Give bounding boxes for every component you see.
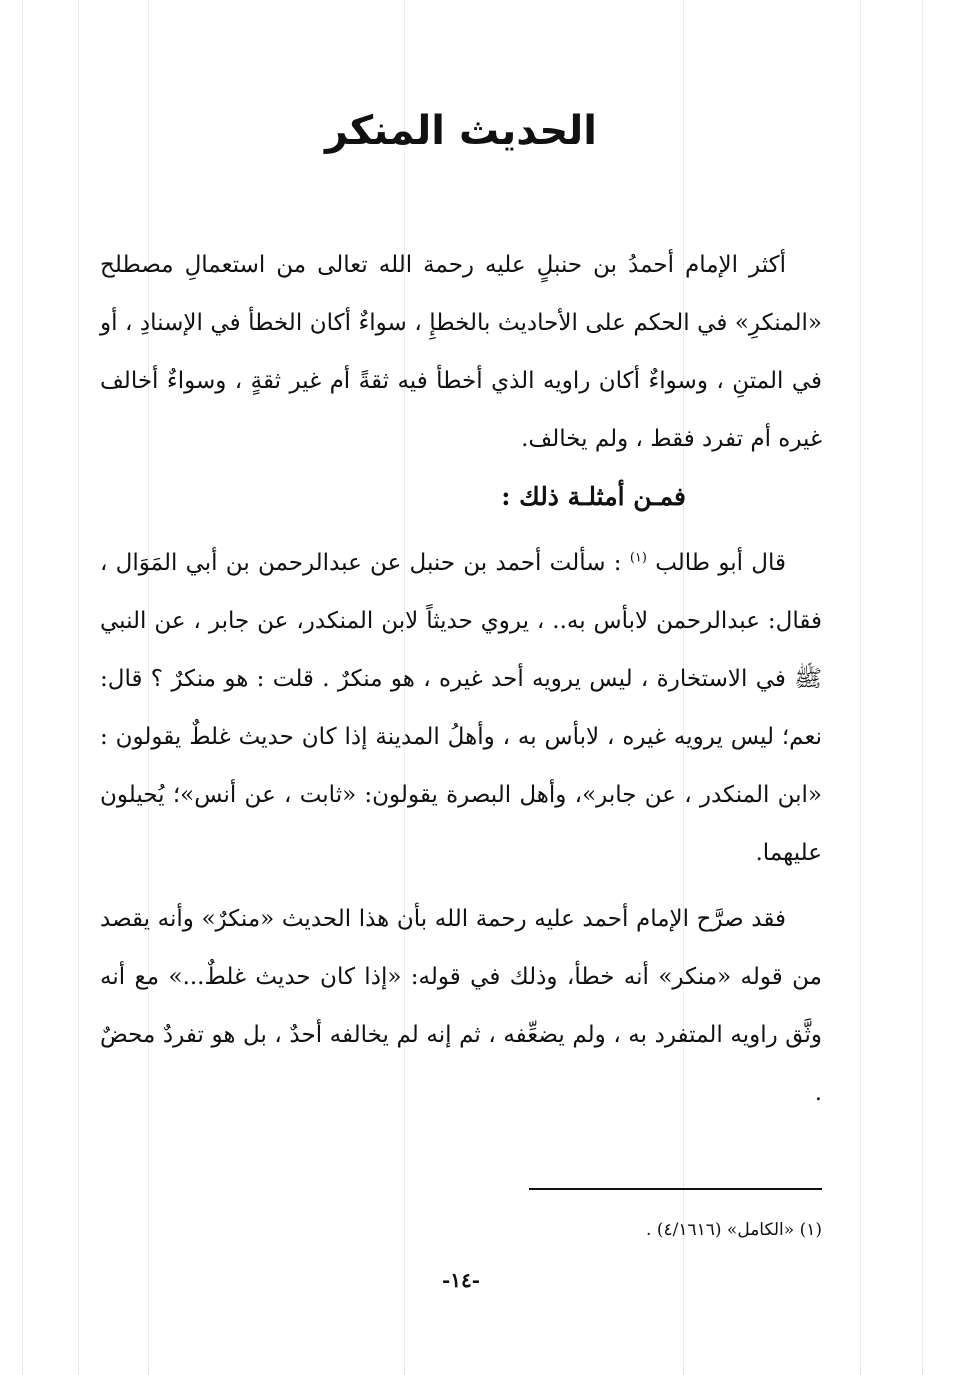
- paragraph-gap: [100, 882, 822, 890]
- page-title: الحديث المنكر: [325, 108, 597, 154]
- page-number: -١٤-: [441, 1268, 481, 1292]
- analysis-paragraph: فقد صرَّح الإمام أحمد عليه رحمة الله بأن هذا الحديث «منكرٌ» وأنه يقصد من قوله «منكر» أنه خطأ، وذلك في قوله: «إذا كان حديث غلطٌ...» مع أنه وثَّق راويه المتفرد به ، ولم يضعِّفه ، ثم إنه لم يخالفه أحدٌ ، بل هو تفردٌ محضٌ .: [100, 906, 822, 1106]
- intro-paragraph: أكثر الإمام أحمدُ بن حنبلٍ عليه رحمة الله تعالى من استعمالِ مصطلح «المنكرِ» في الحكم على الأحاديث بالخطإِ ، سواءٌ أكان الخطأ في الإسنادِ ، أو في المتنِ ، وسواءٌ أكان راويه الذي أخطأ فيه ثقةً أم غير ثقةٍ ، وسواءٌ أخالف غيره أم تفرد فقط ، ولم يخالف.: [100, 252, 822, 452]
- body-text: [100, 236, 822, 1122]
- scan-guide-line: [860, 0, 861, 1375]
- footnote-reference: (١): [629, 550, 647, 566]
- footnote: (١) «الكامل» (٤/١٦١٦) .: [646, 1220, 822, 1240]
- example-text-start: قال أبو طالب: [655, 550, 786, 576]
- paragraph-gap: [100, 526, 822, 534]
- book-page: [100, 0, 822, 1375]
- scan-guide-line: [922, 0, 923, 1375]
- examples-heading: فمـن أمثلـة ذلك :: [501, 482, 686, 511]
- scan-guide-line: [22, 0, 23, 1375]
- footnote-divider: [529, 1188, 822, 1190]
- example-paragraph: [100, 534, 822, 882]
- example-text-rest: : سألت أحمد بن حنبل عن عبدالرحمن بن أبي المَوَال ، فقال: عبدالرحمن لابأس به.. ، يروي حديثاً لابن المنكدر، عن جابر ، عن النبي ﷺ في الاستخارة ، ليس يرويه أحد غيره ، هو منكرٌ . قلت : هو منكرٌ ؟ قال: نعم؛ ليس يرويه غيره ، لابأس به ، وأهلُ المدينة إذا كان حديث غلطٌ يقولون : «ابن المنكدر ، عن جابر»، وأهل البصرة يقولون: «ثابت ، عن أنس»؛ يُحيلون عليهما.: [100, 550, 822, 866]
- scan-guide-line: [78, 0, 79, 1375]
